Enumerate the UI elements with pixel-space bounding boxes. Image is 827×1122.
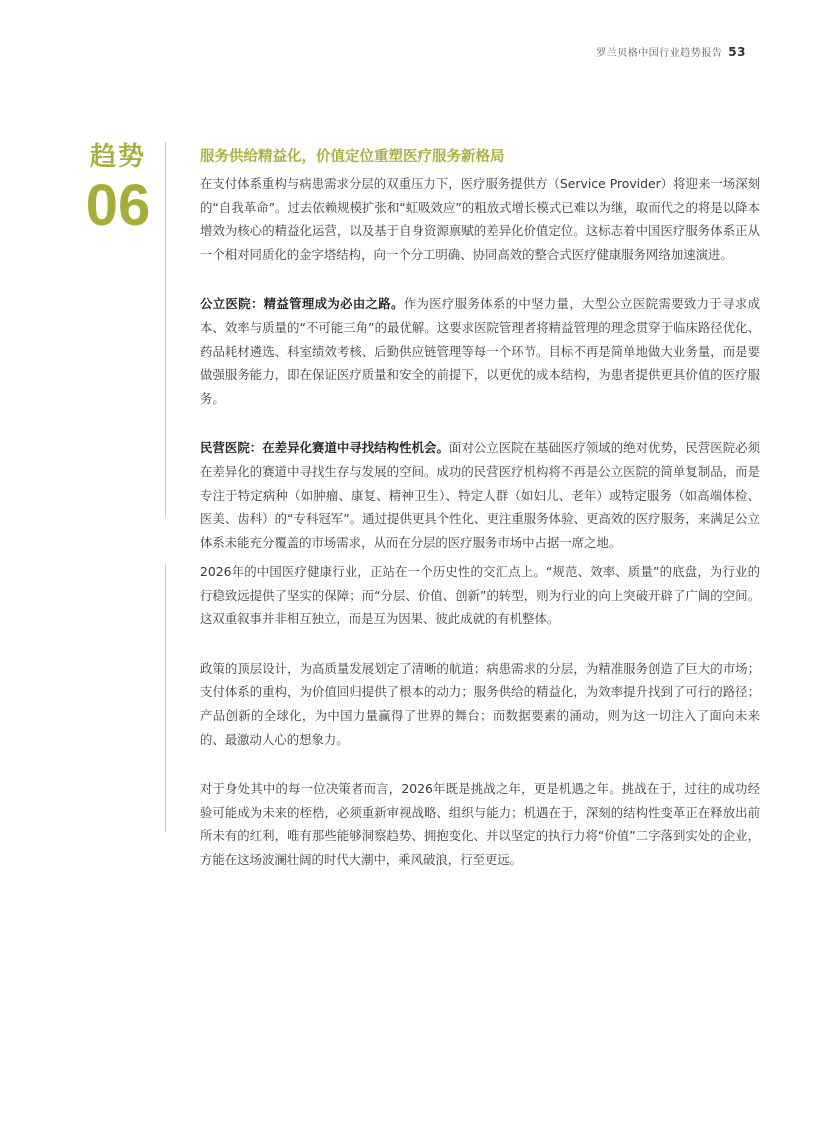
public-hospital-paragraph [200, 292, 760, 410]
conclusion-paragraph-3: 对于身处其中的每一位决策者而言，2026年既是挑战之年，更是机遇之年。挑战在于，过往的成功经验可能成为未来的桎梏，必须重新审视战略、组织与能力；机遇在于，深刻的结构性变革正在释放出前所未有的红利，唯有那些能够洞察趋势、拥抱变化、并以坚定的执行力将“价值”二字落到实处的企业，方能在这场波澜壮阔的时代大潮中，乘风破浪，行至更远。 [200, 781, 760, 867]
divider-line-top [165, 142, 166, 517]
section-title: 服务供给精益化，价值定位重塑医疗服务新格局 [200, 149, 505, 165]
page-number: 53 [728, 45, 746, 59]
divider-line-bottom [165, 564, 166, 832]
report-title: 罗兰贝格中国行业趋势报告 [596, 48, 723, 59]
conclusion-paragraph-2: 政策的顶层设计，为高质量发展划定了清晰的航道；病患需求的分层，为精准服务创造了巨大的市场；支付体系的重构，为价值回归提供了根本的动力；服务供给的精益化，为效率提升找到了可行的路径；产品创新的全球化，为中国力量赢得了世界的舞台；而数据要素的涌动，则为这一切注入了面向未来的、最激动人心的想象力。 [200, 660, 760, 747]
public-hospital-body: 作为医疗服务体系的中坚力量，大型公立医院需要致力于寻求成本、效率与质量的“不可能三角”的最优解。这要求医院管理者将精益管理的理念贯穿于临床路径优化、药品耗材遴选、科室绩效考核、后勤供应链管理等每一个环节。目标不再是简单地做大业务量，而是要做强服务能力，即在保证医疗质量和安全的前提下，以更优的成本结构，为患者提供更具价值的医疗服务。 [200, 296, 761, 406]
public-hospital-lead: 公立医院：精益管理成为必由之路。 [200, 296, 404, 312]
intro-paragraph: 在支付体系重构与病患需求分层的双重压力下，医疗服务提供方（Service Provider）将迎来一场深刻的“自我革命”。过去依赖规模扩张和“虹吸效应”的粗放式增长模式已难以为继，取而代之的将是以降本增效为核心的精益化运营，以及基于自身资源禀赋的差异化价值定位。这标志着中国医疗服务体系正从一个相对同质化的金字塔结构，向一个分工明确、协同高效的整合式医疗健康服务网络加速演进。 [200, 176, 760, 262]
private-hospital-lead: 民营医院：在差异化赛道中寻找结构性机会。 [200, 440, 449, 456]
private-hospital-body: 面对公立医院在基础医疗领域的绝对优势，民营医院必须在差异化的赛道中寻找生存与发展的空间。成功的民营医疗机构将不再是公立医院的简单复制品，而是专注于特定病种（如肿瘤、康复、精神卫生）、特定人群（如妇儿、老年）或特定服务（如高端体检、医美、齿科）的“专科冠军”。通过提供更具个性化、更注重服务体验、更高效的医疗服务，来满足公立体系未能充分覆盖的市场需求，从而在分层的医疗服务市场中占据一席之地。 [200, 440, 761, 550]
private-hospital-paragraph [200, 436, 760, 554]
trend-label [78, 140, 158, 236]
conclusion-section [200, 560, 760, 898]
trend-word: 趋势 [89, 142, 146, 172]
trend-section-body [200, 172, 760, 580]
conclusion-paragraph-1: 2026年的中国医疗健康行业，正站在一个历史性的交汇点上。“规范、效率、质量”的底盘，为行业的行稳致远提供了坚实的保障；而“分层、价值、创新”的转型，则为行业的向上突破开辟了广阔的空间。这双重叙事并非相互独立，而是互为因果、彼此成就的有机整体。 [200, 564, 760, 627]
trend-number: 06 [85, 173, 151, 238]
page-header [596, 44, 746, 59]
